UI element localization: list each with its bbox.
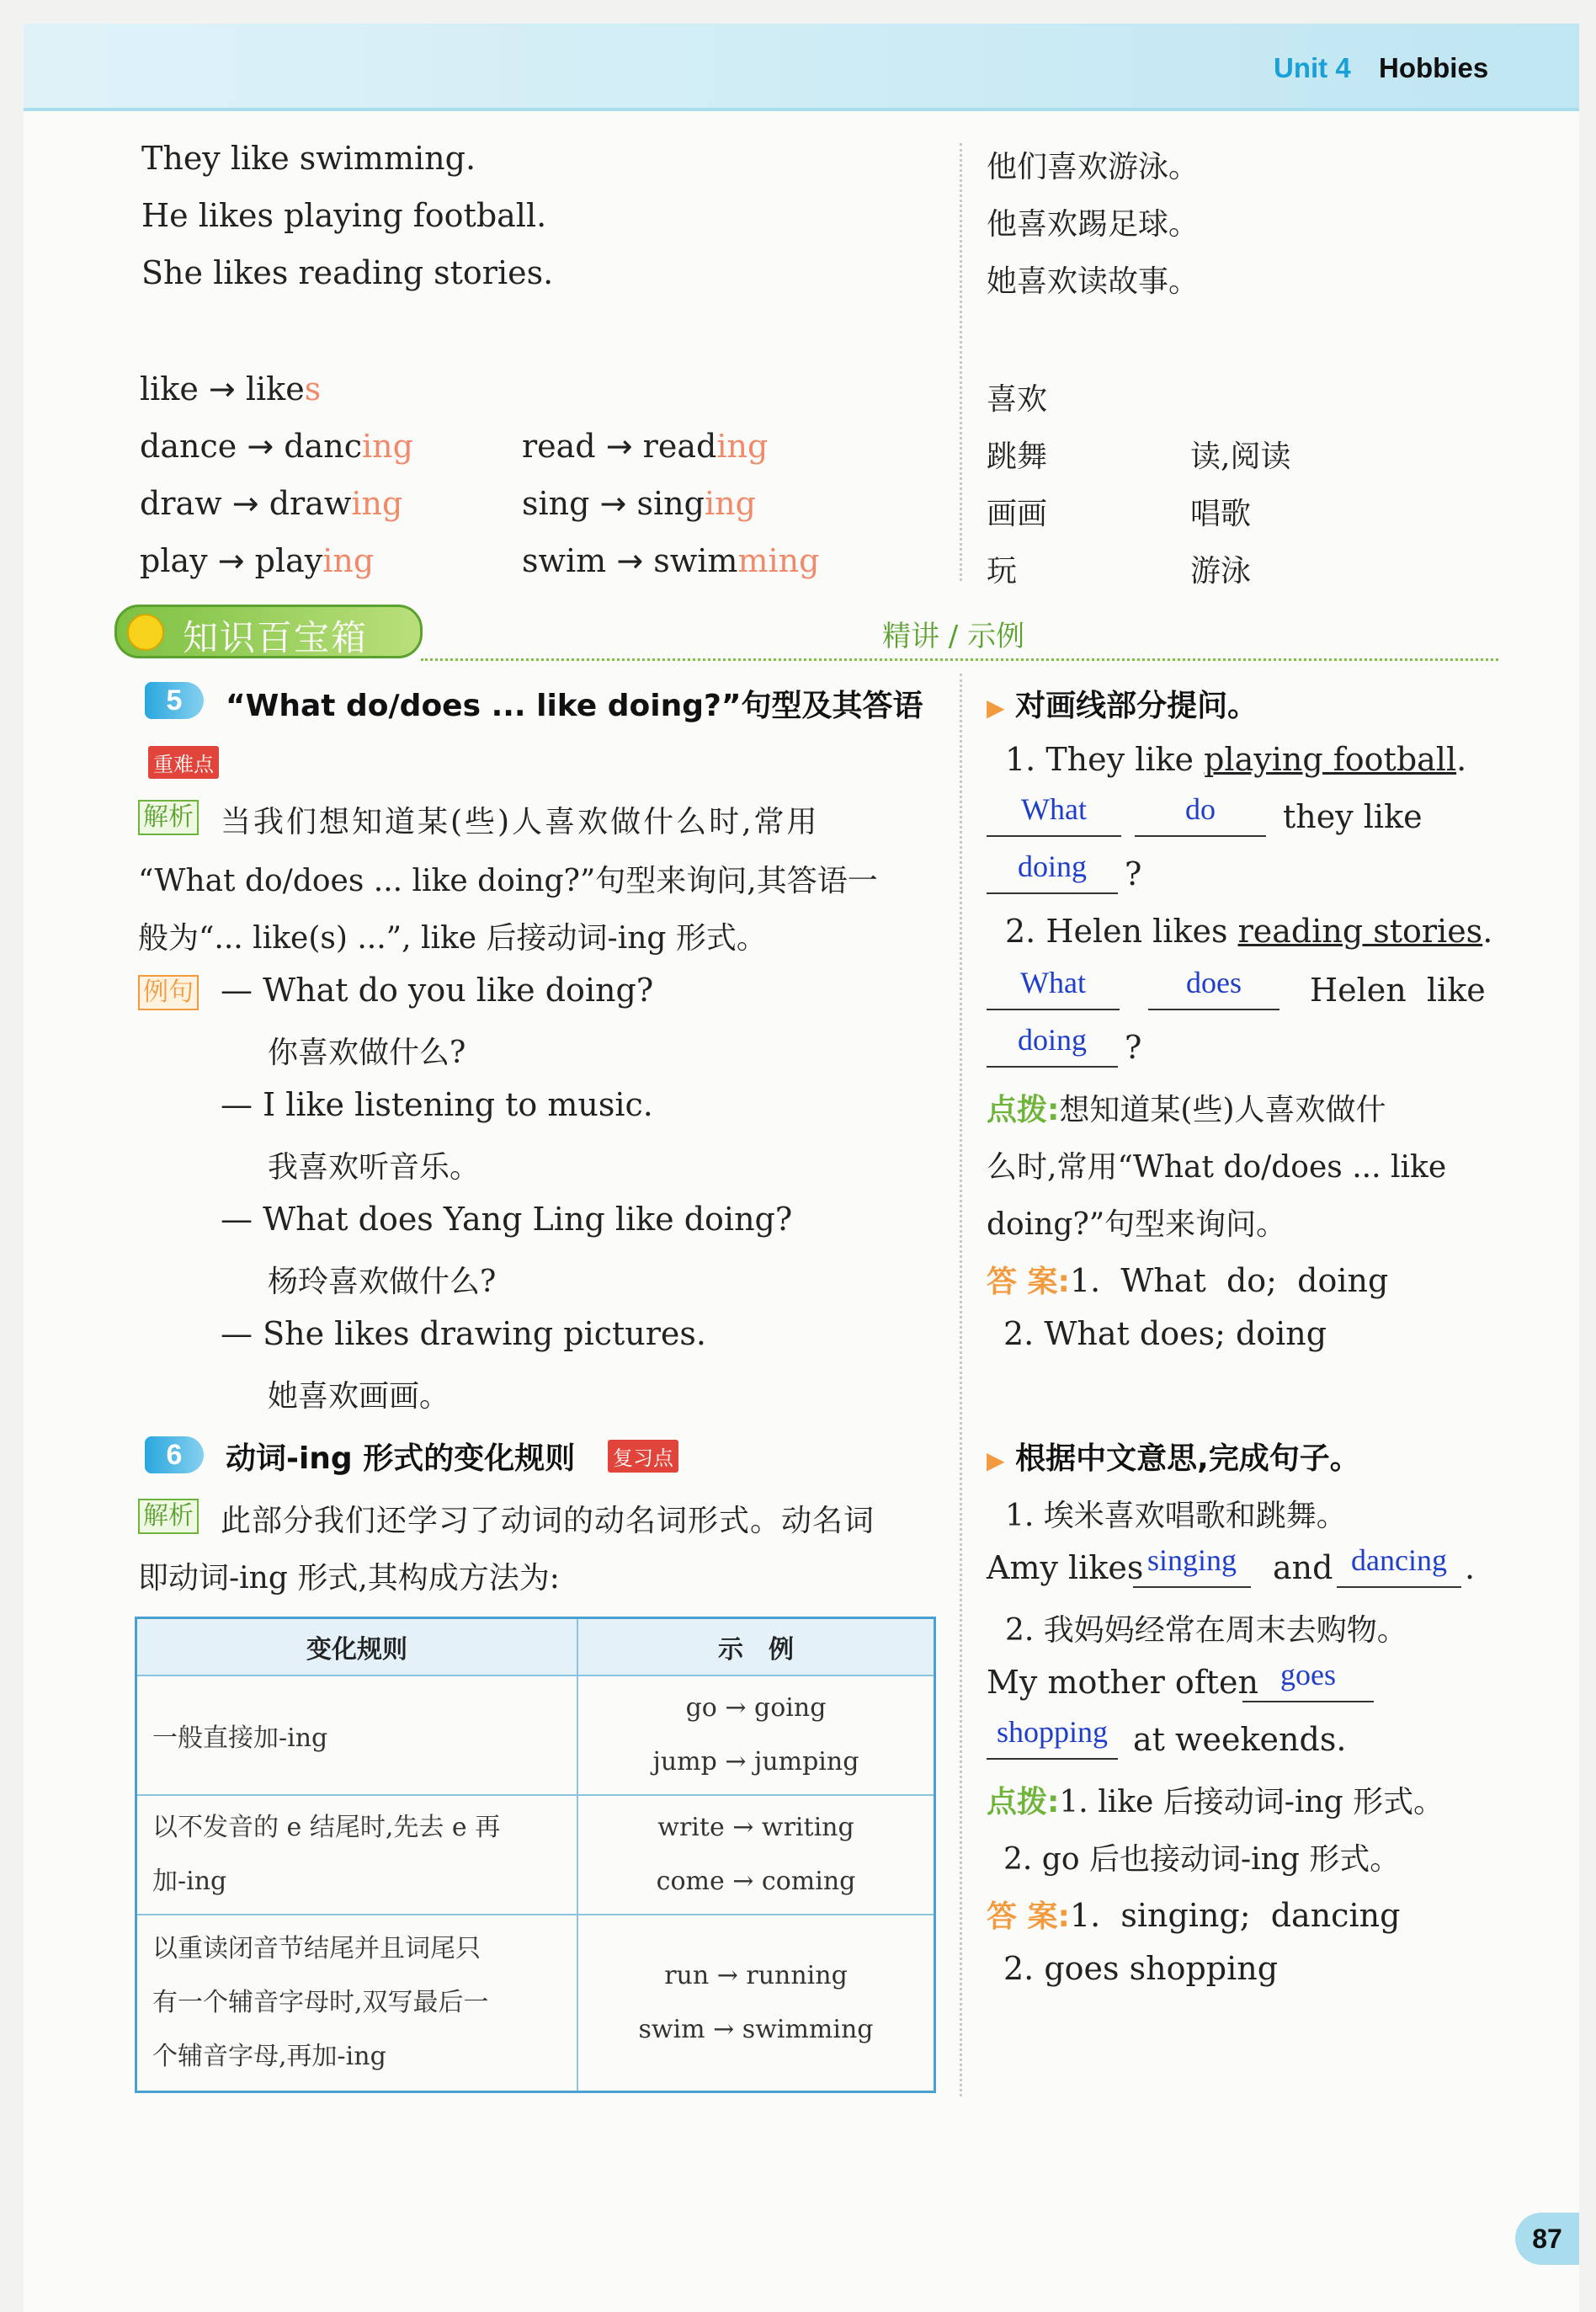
ex2-q2-answer-1: goes bbox=[1242, 1657, 1374, 1702]
ex1-tip-1: 点拨:想知道某(些)人喜欢做什 bbox=[987, 1093, 1386, 1127]
verb-like: like → likes bbox=[140, 370, 322, 408]
example-4-en: — She likes drawing pictures. bbox=[221, 1315, 706, 1352]
point-5-analysis-3: 般为“... like(s) ...”, like 后接动词-ing 形式。 bbox=[138, 921, 767, 956]
point-5-title: “What do/does ... like doing?”句型及其答语 bbox=[226, 689, 923, 723]
unit-title: Hobbies bbox=[1379, 52, 1489, 83]
verb-dance: dance → dancing bbox=[140, 428, 413, 465]
intro-en-1: They like swimming. bbox=[141, 140, 476, 177]
intro-en-2: He likes playing football. bbox=[141, 197, 547, 234]
table-row bbox=[136, 1915, 935, 2091]
example-cell: write → writing come → coming bbox=[577, 1795, 935, 1915]
ex2-q1-answer-2: dancing bbox=[1337, 1542, 1461, 1588]
ex2-answer-1: 答 案:1. singing; dancing bbox=[987, 1897, 1401, 1934]
verb-cn-like: 喜欢 bbox=[987, 382, 1048, 417]
table-row bbox=[136, 1795, 935, 1915]
unit-label: Unit 4 bbox=[1274, 52, 1351, 83]
ex1-q1-end: ? bbox=[1125, 855, 1142, 892]
ex1-q2-answer-3: doing bbox=[987, 1022, 1118, 1068]
point-6-analysis-2: 即动词-ing 形式,其构成方法为: bbox=[138, 1561, 560, 1595]
table-header-rule: 变化规则 bbox=[136, 1618, 578, 1676]
ex2-answer-2: 2. goes shopping bbox=[1003, 1950, 1279, 1987]
point-5-analysis-2: “What do/does ... like doing?”句型来询问,其答语一 bbox=[138, 864, 878, 898]
example-cell: run → running swim → swimming bbox=[577, 1915, 935, 2091]
ex2-q1-middle: and bbox=[1273, 1549, 1333, 1586]
ex2-tip-1: 点拨:1. like 后接动词-ing 形式。 bbox=[987, 1785, 1444, 1819]
point-6-tag: 复习点 bbox=[608, 1440, 678, 1473]
ex1-q1: 1. They like playing football. bbox=[1005, 741, 1467, 778]
key-icon bbox=[127, 614, 164, 651]
example-3-en: — What does Yang Ling like doing? bbox=[221, 1201, 793, 1238]
point-6-analysis-1: 此部分我们还学习了动词的动名词形式。动名词 bbox=[221, 1504, 875, 1538]
ex1-tip-2: 么时,常用“What do/does ... like bbox=[987, 1150, 1447, 1185]
ex1-q2-end: ? bbox=[1125, 1029, 1142, 1066]
table-row bbox=[136, 1675, 935, 1795]
triangle-icon: ▶ bbox=[987, 694, 1005, 722]
ex2-q2-post: at weekends. bbox=[1133, 1721, 1347, 1758]
page-number: 87 bbox=[1515, 2213, 1579, 2265]
verb-play: play → playing bbox=[140, 542, 375, 579]
ex1-q1-answer-1: What bbox=[987, 791, 1121, 837]
verb-draw: draw → drawing bbox=[140, 485, 403, 522]
rule-cell: 以重读闭音节结尾并且词尾只 有一个辅音字母时,双写最后一 个辅音字母,再加-ing bbox=[136, 1915, 578, 2091]
exercise-1-instruction: ▶ 对画线部分提问。 bbox=[987, 689, 1258, 723]
ing-rules-table bbox=[135, 1617, 936, 2093]
ex1-q2-answer-1: What bbox=[987, 965, 1120, 1010]
example-1-cn: 你喜欢做什么? bbox=[268, 1036, 466, 1070]
page-header bbox=[24, 24, 1579, 111]
verb-cn-swim: 游泳 bbox=[1190, 554, 1252, 589]
column-divider-main bbox=[960, 674, 962, 2096]
point-6-badge: 6 bbox=[145, 1436, 204, 1473]
ex2-q1-end: . bbox=[1465, 1549, 1476, 1586]
verb-cn-sing: 唱歌 bbox=[1190, 497, 1252, 531]
ex2-q1-answer-1: singing bbox=[1133, 1542, 1251, 1588]
intro-cn-2: 他喜欢踢足球。 bbox=[987, 207, 1200, 242]
point-5-example-label: 例句 bbox=[138, 975, 199, 1010]
rule-cell: 以不发音的 e 结尾时,先去 e 再 加-ing bbox=[136, 1795, 578, 1915]
ex1-q2-answer-2: does bbox=[1148, 965, 1279, 1010]
verb-cn-read: 读,阅读 bbox=[1190, 439, 1291, 474]
ex2-tip-2: 2. go 后也接动词-ing 形式。 bbox=[1003, 1842, 1401, 1877]
ex2-q2-pre: My mother often bbox=[987, 1664, 1259, 1701]
ex2-q1-pre: Amy likes bbox=[987, 1549, 1144, 1586]
ex2-q2-answer-2: shopping bbox=[987, 1714, 1118, 1760]
section-title: 知识百宝箱 bbox=[183, 617, 369, 658]
section-right-label: 精讲 / 示例 bbox=[882, 620, 1025, 653]
verb-swim: swim → swimming bbox=[522, 542, 820, 579]
point-5-analysis-1: 当我们想知道某(些)人喜欢做什么时,常用 bbox=[221, 805, 820, 839]
example-2-cn: 我喜欢听音乐。 bbox=[268, 1150, 481, 1185]
column-divider-top bbox=[960, 143, 962, 581]
example-2-en: — I like listening to music. bbox=[221, 1086, 653, 1123]
example-1-en: — What do you like doing? bbox=[221, 972, 654, 1009]
point-6-title: 动词-ing 形式的变化规则 bbox=[226, 1441, 576, 1476]
ex1-q1-answer-2: do bbox=[1135, 791, 1266, 837]
point-5-analysis-label: 解析 bbox=[138, 800, 199, 835]
ex2-q1-cn: 1. 埃米喜欢唱歌和跳舞。 bbox=[1005, 1499, 1347, 1533]
verb-sing: sing → singing bbox=[522, 485, 756, 522]
ex1-q2: 2. Helen likes reading stories. bbox=[1005, 913, 1493, 950]
ex1-tip-3: doing?”句型来询问。 bbox=[987, 1207, 1287, 1242]
ex2-q2-cn: 2. 我妈妈经常在周末去购物。 bbox=[1005, 1613, 1407, 1648]
verb-cn-dance: 跳舞 bbox=[987, 439, 1048, 474]
point-6-analysis-label: 解析 bbox=[138, 1499, 199, 1534]
ex1-answer-2: 2. What does; doing bbox=[1003, 1315, 1327, 1352]
ex1-answer-1: 答 案:1. What do; doing bbox=[987, 1262, 1389, 1299]
point-5-tag: 重难点 bbox=[148, 746, 219, 779]
ex1-q1-answer-3: doing bbox=[987, 849, 1118, 894]
intro-cn-1: 他们喜欢游泳。 bbox=[987, 150, 1200, 184]
intro-en-3: She likes reading stories. bbox=[141, 254, 554, 291]
example-4-cn: 她喜欢画画。 bbox=[268, 1379, 450, 1414]
ex1-q1-middle: they like bbox=[1283, 798, 1423, 835]
verb-cn-draw: 画画 bbox=[987, 497, 1048, 531]
example-cell: go → going jump → jumping bbox=[577, 1675, 935, 1795]
point-5-badge: 5 bbox=[145, 682, 204, 719]
rule-cell: 一般直接加-ing bbox=[136, 1675, 578, 1795]
verb-read: read → reading bbox=[522, 428, 769, 465]
table-header-example: 示 例 bbox=[577, 1618, 935, 1676]
section-banner bbox=[114, 605, 423, 658]
verb-cn-play: 玩 bbox=[987, 554, 1018, 589]
ex1-q2-middle: Helen like bbox=[1310, 972, 1486, 1009]
exercise-2-instruction: ▶ 根据中文意思,完成句子。 bbox=[987, 1441, 1360, 1476]
example-3-cn: 杨玲喜欢做什么? bbox=[268, 1265, 497, 1299]
section-divider bbox=[421, 658, 1498, 661]
triangle-icon: ▶ bbox=[987, 1446, 1005, 1474]
intro-cn-3: 她喜欢读故事。 bbox=[987, 264, 1200, 299]
